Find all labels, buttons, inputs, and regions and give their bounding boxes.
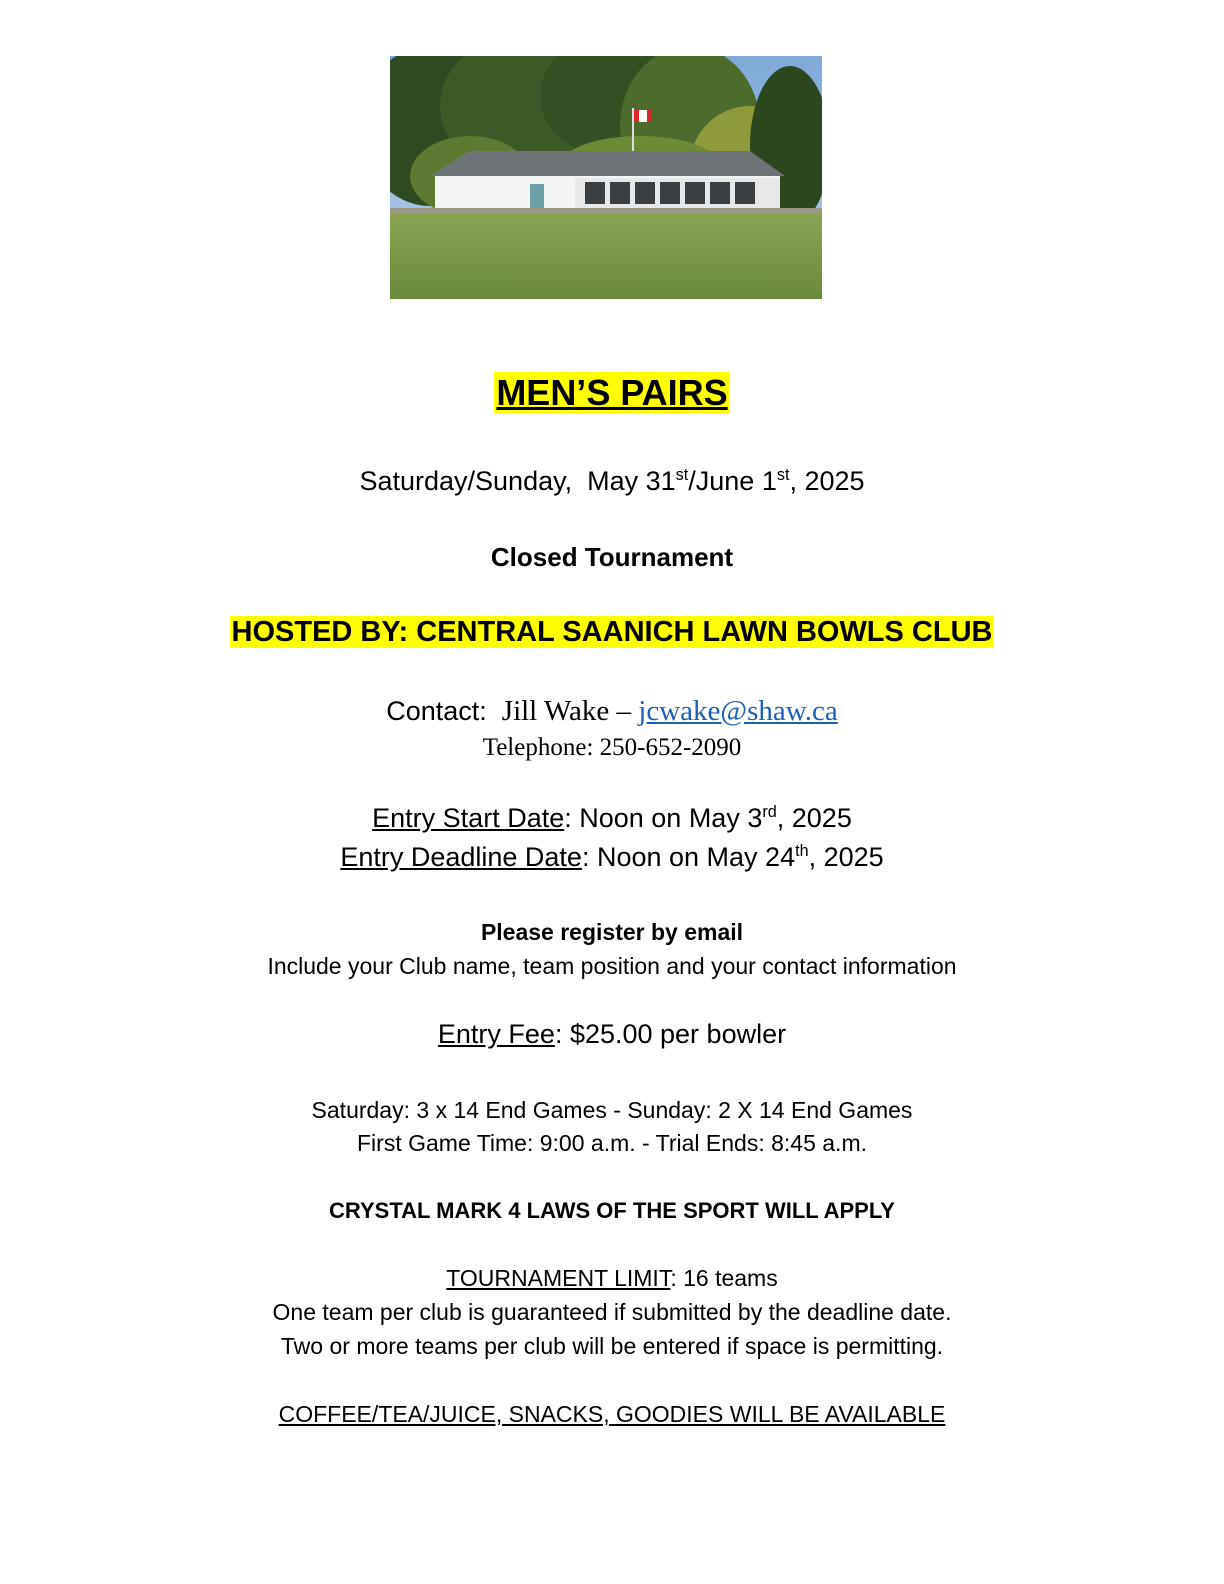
- schedule-times: First Game Time: 9:00 a.m. - Trial Ends: 8:45 a.m.: [357, 1130, 867, 1156]
- limit-guarantee: One team per club is guaranteed if submitted by the deadline date.: [272, 1299, 952, 1325]
- limit-extra-teams: Two or more teams per club will be entered if space is permitting.: [280, 1333, 944, 1359]
- refreshments-notice: COFFEE/TEA/JUICE, SNACKS, GOODIES WILL BE AVAILABLE: [278, 1401, 946, 1427]
- event-dates: Saturday/Sunday, May 31st/June 1st, 2025: [359, 466, 865, 496]
- entry-deadline-date: Entry Deadline Date: Noon on May 24th, 2025: [340, 842, 884, 872]
- contact-email-link[interactable]: jcwake@shaw.ca: [638, 695, 838, 727]
- laws-notice: CRYSTAL MARK 4 LAWS OF THE SPORT WILL APPLY: [329, 1198, 895, 1223]
- entry-fee: Entry Fee: $25.00 per bowler: [437, 1019, 787, 1049]
- tournament-limit: TOURNAMENT LIMIT: 16 teams: [446, 1265, 778, 1291]
- page-title: MEN’S PAIRS: [496, 372, 728, 413]
- contact-telephone: Telephone: 250-652-2090: [482, 734, 742, 761]
- entry-start-date: Entry Start Date: Noon on May 3rd, 2025: [372, 803, 852, 833]
- tournament-type: Closed Tournament: [490, 542, 734, 572]
- register-heading: Please register by email: [480, 919, 744, 945]
- register-details: Include your Club name, team position and your contact information: [267, 953, 957, 979]
- schedule-games: Saturday: 3 x 14 End Games - Sunday: 2 X 14 End Games: [311, 1097, 913, 1123]
- host-club: HOSTED BY: CENTRAL SAANICH LAWN BOWLS CLUB: [231, 616, 993, 648]
- clubhouse-photo: [390, 56, 822, 299]
- contact-line: Contact: Jill Wake – jcwake@shaw.ca: [386, 695, 838, 727]
